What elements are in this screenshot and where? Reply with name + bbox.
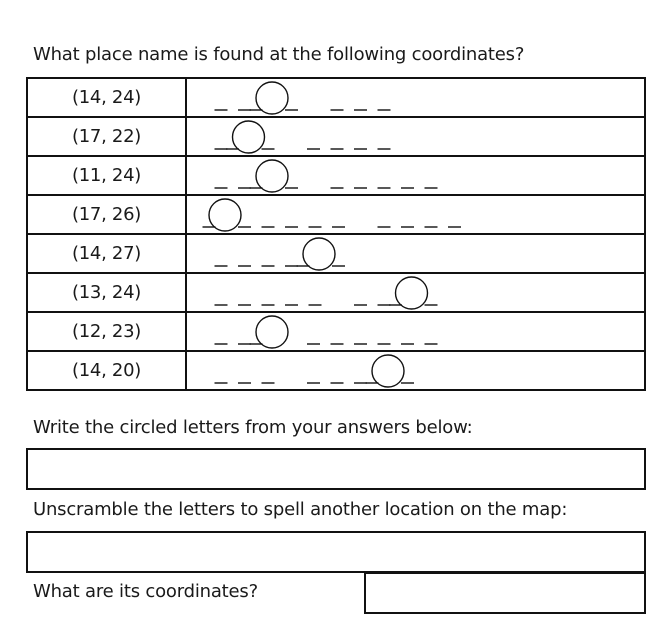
coordinate-row: [27, 117, 645, 156]
answer-blanks-cell[interactable]: [186, 273, 645, 312]
coordinate-label: (13, 24): [27, 273, 186, 312]
letter-blanks: [187, 274, 647, 311]
coordinates-table-body: [27, 78, 645, 390]
circled-letter-slot[interactable]: [209, 199, 241, 231]
answer-blanks-cell[interactable]: [186, 312, 645, 351]
coordinate-label: (14, 20): [27, 351, 186, 390]
unscrambled-location-answer-box[interactable]: [26, 531, 646, 573]
coordinate-row: [27, 234, 645, 273]
letter-blanks: [187, 157, 647, 194]
question-circled-letters: Write the circled letters from your answers below:: [33, 417, 473, 438]
answer-blanks-cell[interactable]: [186, 78, 645, 117]
circled-letter-slot[interactable]: [372, 355, 404, 387]
circled-letter-slot[interactable]: [233, 121, 265, 153]
coordinate-label: (14, 24): [27, 78, 186, 117]
coordinate-label: (12, 23): [27, 312, 186, 351]
coordinate-row: [27, 195, 645, 234]
coordinates-answer-box[interactable]: [364, 572, 646, 614]
letter-blanks: [187, 118, 647, 155]
letter-blanks: [187, 235, 647, 272]
circled-letter-slot[interactable]: [256, 316, 288, 348]
circled-letter-slot[interactable]: [396, 277, 428, 309]
question-coordinates: What are its coordinates?: [33, 581, 258, 602]
letter-blanks: [187, 79, 647, 116]
letter-blanks: [187, 196, 647, 233]
question-unscramble: Unscramble the letters to spell another location on the map:: [33, 499, 568, 520]
letter-blanks: [187, 313, 647, 350]
coordinate-label: (14, 27): [27, 234, 186, 273]
coordinate-row: [27, 351, 645, 390]
answer-blanks-cell[interactable]: [186, 156, 645, 195]
answer-blanks-cell[interactable]: [186, 234, 645, 273]
coordinate-row: [27, 312, 645, 351]
coordinate-label: (17, 26): [27, 195, 186, 234]
circled-letter-slot[interactable]: [256, 160, 288, 192]
answer-blanks-cell[interactable]: [186, 195, 645, 234]
circled-letter-slot[interactable]: [303, 238, 335, 270]
circled-letters-answer-box[interactable]: [26, 448, 646, 490]
answer-blanks-cell[interactable]: [186, 351, 645, 390]
question-place-name: What place name is found at the following coordinates?: [33, 44, 525, 65]
letter-blanks: [187, 352, 647, 389]
answer-blanks-cell[interactable]: [186, 117, 645, 156]
circled-letter-slot[interactable]: [256, 82, 288, 114]
coordinate-label: (11, 24): [27, 156, 186, 195]
coordinate-label: (17, 22): [27, 117, 186, 156]
coordinates-table: [26, 77, 646, 391]
coordinate-row: [27, 156, 645, 195]
coordinate-row: [27, 78, 645, 117]
coordinate-row: [27, 273, 645, 312]
